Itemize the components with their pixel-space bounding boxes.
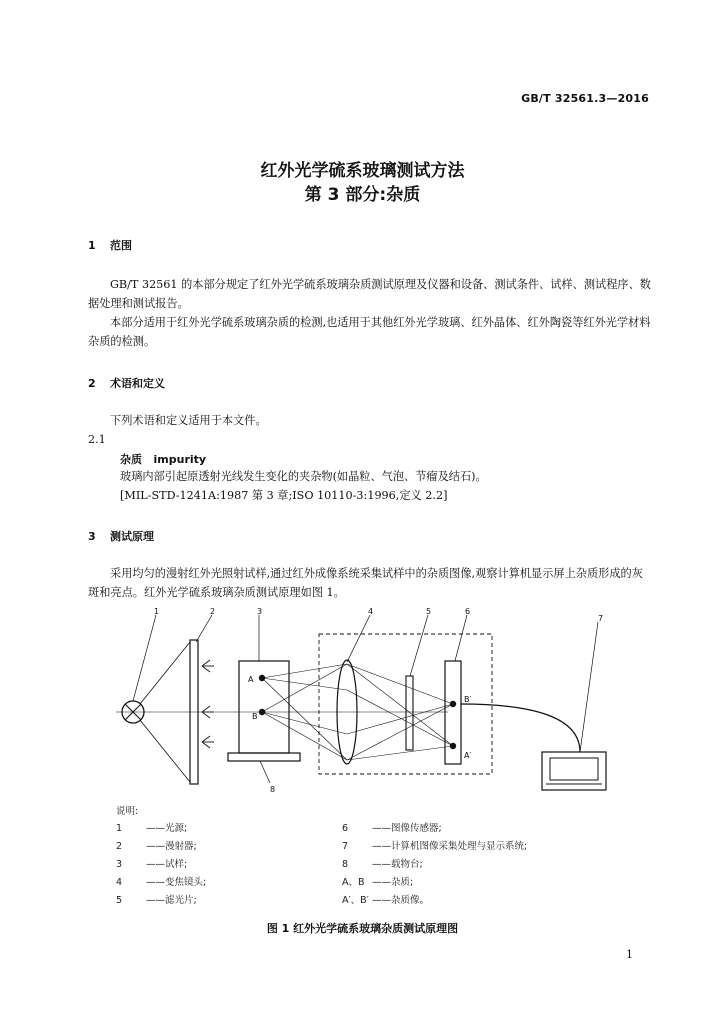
section-1-body xyxy=(88,275,652,351)
impurity-b-dot xyxy=(259,709,265,715)
paragraph: 本部分适用于红外光学硫系玻璃杂质的检测,也适用于其他红外光学玻璃、红外晶体、红外陶瓷等红外光学材料杂质的检测。 xyxy=(88,316,651,348)
paragraph: 采用均匀的漫射红外光照射试样,通过红外成像系统采集试样中的杂质图像,观察计算机显示屏上杂质形成的灰斑和亮点。红外光学硫系玻璃杂质测试原理如图 1。 xyxy=(88,567,643,599)
term-number: 2.1 xyxy=(88,433,106,446)
section-2-intro: 下列术语和定义适用于本文件。 xyxy=(110,414,267,427)
section-3-heading xyxy=(88,528,154,544)
section-number: 3 xyxy=(88,530,96,543)
term-heading xyxy=(120,451,206,467)
term-zh: 杂质 xyxy=(120,453,142,466)
legend-item: 3 ——试样; xyxy=(116,859,188,870)
section-number: 2 xyxy=(88,377,96,390)
section-title: 术语和定义 xyxy=(110,377,165,390)
legend-item: 5 ——滤光片; xyxy=(116,895,197,906)
section-2-heading xyxy=(88,375,165,391)
paragraph: GB/T 32561 的本部分规定了红外光学硫系玻璃杂质测试原理及仪器和设备、测试条件、试样、测试程序、数据处理和测试报告。 xyxy=(88,278,651,310)
callout-5: 5 xyxy=(426,607,432,616)
legend-item: 7 ——计算机图像采集处理与显示系统; xyxy=(342,841,528,852)
cable xyxy=(461,704,580,752)
impurity-a-dot xyxy=(259,675,265,681)
legend-item: A、B ——杂质; xyxy=(342,877,414,888)
section-title: 范围 xyxy=(110,239,132,252)
stage xyxy=(228,753,300,761)
figure-legend xyxy=(116,820,656,910)
section-3-body xyxy=(88,564,652,602)
section-title: 测试原理 xyxy=(110,530,154,543)
callout-1: 1 xyxy=(154,607,160,616)
filter xyxy=(406,676,413,750)
callout-6: 6 xyxy=(465,607,471,616)
legend-item: A′、B′ ——杂质像。 xyxy=(342,895,430,906)
legend-item: 2 ——漫射器; xyxy=(116,841,197,852)
legend-title: 说明: xyxy=(116,806,139,817)
callout-2: 2 xyxy=(210,607,216,616)
label-b: B xyxy=(252,712,258,721)
legend-item: 1 ——光源; xyxy=(116,823,188,834)
callout-8: 8 xyxy=(270,785,276,794)
term-en: impurity xyxy=(153,453,207,466)
legend-item: 8 ——载物台; xyxy=(342,859,423,870)
legend-item: 6 ——图像传感器; xyxy=(342,823,442,834)
image-b-dot xyxy=(450,701,456,707)
section-number: 1 xyxy=(88,239,96,252)
image-a-dot xyxy=(450,743,456,749)
figure-caption: 图 1 红外光学硫系玻璃杂质测试原理图 xyxy=(266,922,459,935)
principle-diagram xyxy=(110,606,630,801)
legend-item: 4 ——变焦镜头; xyxy=(116,877,207,888)
label-a-prime: A′ xyxy=(464,751,472,760)
callout-3: 3 xyxy=(257,607,263,616)
term-definition: 玻璃内部引起原透射光线发生变化的夹杂物(如晶粒、气泡、节瘤及结石)。 xyxy=(120,470,487,483)
document-title: 红外光学硫系玻璃测试方法 xyxy=(260,161,465,181)
callout-4: 4 xyxy=(368,607,374,616)
label-a: A xyxy=(248,675,254,684)
term-source: [MIL-STD-1241A:1987 第 3 章;ISO 10110-3:1996,定义 2.2] xyxy=(120,489,448,502)
computer-icon xyxy=(542,752,606,790)
diffuse-light-arrows xyxy=(202,660,214,748)
callout-7: 7 xyxy=(598,614,604,623)
standard-code: GB/T 32561.3—2016 xyxy=(521,92,649,105)
label-b-prime: B′ xyxy=(464,695,472,704)
section-1-heading xyxy=(88,237,132,253)
document-subtitle: 第 3 部分:杂质 xyxy=(304,185,421,205)
page-number: 1 xyxy=(626,948,633,961)
